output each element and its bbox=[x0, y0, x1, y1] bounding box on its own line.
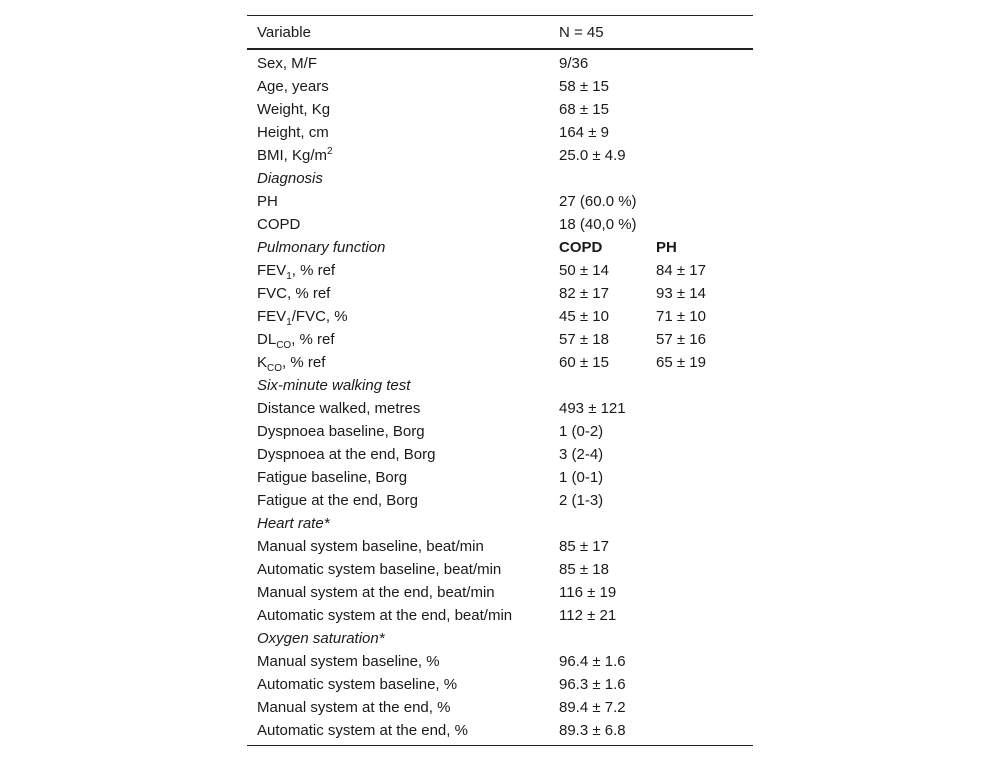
row-label: Fatigue baseline, Borg bbox=[257, 469, 408, 486]
subgroup-header: PH bbox=[656, 239, 677, 256]
row-label bbox=[247, 144, 559, 167]
value-cell: 2 (1-3) bbox=[559, 492, 604, 509]
row-label: Automatic system baseline, beat/min bbox=[257, 561, 502, 578]
header-n: N = 45 bbox=[559, 23, 604, 41]
row-label: Automatic system baseline, % bbox=[257, 676, 458, 693]
value-cell: 58 ± 15 bbox=[559, 78, 609, 95]
table-row bbox=[247, 190, 753, 213]
row-label: Manual system baseline, % bbox=[257, 653, 440, 670]
row-label: COPD bbox=[257, 216, 301, 233]
row-label: Weight, Kg bbox=[257, 101, 331, 118]
value-cell: 96.4 ± 1.6 bbox=[559, 653, 626, 670]
row-label: Height, cm bbox=[257, 124, 329, 141]
row-label: Manual system at the end, beat/min bbox=[257, 584, 495, 601]
table-body bbox=[247, 50, 753, 745]
subgroup-header: COPD bbox=[559, 239, 603, 256]
label-text: FEV bbox=[257, 308, 287, 325]
label-subscript: CO bbox=[276, 340, 292, 351]
table-row bbox=[247, 213, 753, 236]
table-row bbox=[247, 604, 753, 627]
table-row bbox=[247, 75, 753, 98]
table-row bbox=[247, 259, 753, 282]
table-row bbox=[247, 443, 753, 466]
value-cell: 85 ± 17 bbox=[559, 538, 609, 555]
value-cell: 89.3 ± 6.8 bbox=[559, 722, 626, 739]
row-label: PH bbox=[257, 193, 278, 210]
value-cell: 3 (2-4) bbox=[559, 446, 604, 463]
section-label: Heart rate* bbox=[257, 515, 330, 532]
value-cell: 116 ± 19 bbox=[559, 584, 617, 601]
value-cell: 1 (0-1) bbox=[559, 469, 604, 486]
value-cell: 57 ± 18 bbox=[559, 331, 609, 348]
table-row bbox=[247, 650, 753, 673]
table-row bbox=[247, 305, 753, 328]
section-row bbox=[247, 167, 753, 190]
value-cell: 85 ± 18 bbox=[559, 561, 609, 578]
row-label: Automatic system at the end, % bbox=[257, 722, 468, 739]
label-text: K bbox=[257, 354, 268, 371]
table-row bbox=[247, 397, 753, 420]
row-label: Manual system at the end, % bbox=[257, 699, 451, 716]
value-cell: 60 ± 15 bbox=[559, 354, 609, 371]
table-row bbox=[247, 558, 753, 581]
table-row bbox=[247, 144, 753, 167]
label-text: /FVC, % bbox=[291, 308, 348, 325]
table-row bbox=[247, 673, 753, 696]
row-label: FVC, % ref bbox=[257, 285, 331, 302]
value-cell: 65 ± 19 bbox=[656, 354, 706, 371]
value-cell: 18 (40,0 %) bbox=[559, 216, 637, 233]
section-label: Six-minute walking test bbox=[257, 377, 411, 394]
table-row bbox=[247, 52, 753, 75]
table-row bbox=[247, 420, 753, 443]
section-row bbox=[247, 627, 753, 650]
value-cell: 1 (0-2) bbox=[559, 423, 604, 440]
value-cell: 25.0 ± 4.9 bbox=[559, 147, 626, 164]
value-cell: 57 ± 16 bbox=[656, 331, 706, 348]
section-label: Diagnosis bbox=[257, 170, 323, 187]
value-cell: 93 ± 14 bbox=[656, 285, 706, 302]
label-subscript: 1 bbox=[286, 271, 292, 282]
row-label bbox=[247, 259, 559, 282]
section-label: Oxygen saturation* bbox=[257, 630, 385, 647]
value-cell: 96.3 ± 1.6 bbox=[559, 676, 626, 693]
table-row bbox=[247, 466, 753, 489]
label-text: BMI, Kg/m bbox=[257, 147, 328, 164]
value-cell: 112 ± 21 bbox=[559, 607, 617, 624]
table-row bbox=[247, 581, 753, 604]
label-text: , % ref bbox=[291, 262, 336, 279]
table-row bbox=[247, 328, 753, 351]
row-label: Automatic system at the end, beat/min bbox=[257, 607, 513, 624]
value-cell: 9/36 bbox=[559, 55, 589, 72]
value-cell: 50 ± 14 bbox=[559, 262, 609, 279]
table-row bbox=[247, 719, 753, 742]
table-row bbox=[247, 282, 753, 305]
label-text: DL bbox=[257, 331, 277, 348]
label-text: , % ref bbox=[282, 354, 326, 371]
value-cell: 164 ± 9 bbox=[559, 124, 609, 141]
value-cell: 493 ± 121 bbox=[559, 400, 626, 417]
row-label: Distance walked, metres bbox=[257, 400, 421, 417]
row-label bbox=[247, 351, 559, 374]
table-row bbox=[247, 351, 753, 374]
value-cell: 27 (60.0 %) bbox=[559, 193, 637, 210]
row-label: Dyspnoea at the end, Borg bbox=[257, 446, 436, 463]
row-label: Dyspnoea baseline, Borg bbox=[257, 423, 425, 440]
value-cell: 84 ± 17 bbox=[656, 262, 706, 279]
label-subscript: CO bbox=[267, 363, 283, 374]
value-cell: 45 ± 10 bbox=[559, 308, 609, 325]
value-cell: 71 ± 10 bbox=[656, 308, 706, 325]
label-superscript: 2 bbox=[327, 146, 333, 157]
value-cell: 89.4 ± 7.2 bbox=[559, 699, 626, 716]
characteristics-table bbox=[247, 15, 753, 746]
section-row bbox=[247, 512, 753, 535]
label-text: FEV bbox=[257, 262, 287, 279]
table-header-row bbox=[247, 16, 753, 50]
table-row bbox=[247, 98, 753, 121]
value-cell: 68 ± 15 bbox=[559, 101, 609, 118]
section-label: Pulmonary function bbox=[257, 239, 386, 256]
row-label: Age, years bbox=[257, 78, 329, 95]
header-variable: Variable bbox=[257, 23, 311, 41]
row-label: Sex, M/F bbox=[257, 55, 318, 72]
table-row bbox=[247, 535, 753, 558]
label-subscript: 1 bbox=[286, 317, 292, 328]
table-row bbox=[247, 696, 753, 719]
value-cell: 82 ± 17 bbox=[559, 285, 609, 302]
row-label bbox=[247, 305, 559, 328]
row-label bbox=[247, 328, 559, 351]
section-row bbox=[247, 374, 753, 397]
section-row bbox=[247, 236, 753, 259]
table-row bbox=[247, 121, 753, 144]
row-label: Fatigue at the end, Borg bbox=[257, 492, 418, 509]
row-label: Manual system baseline, beat/min bbox=[257, 538, 484, 555]
table-row bbox=[247, 489, 753, 512]
label-text: , % ref bbox=[291, 331, 335, 348]
